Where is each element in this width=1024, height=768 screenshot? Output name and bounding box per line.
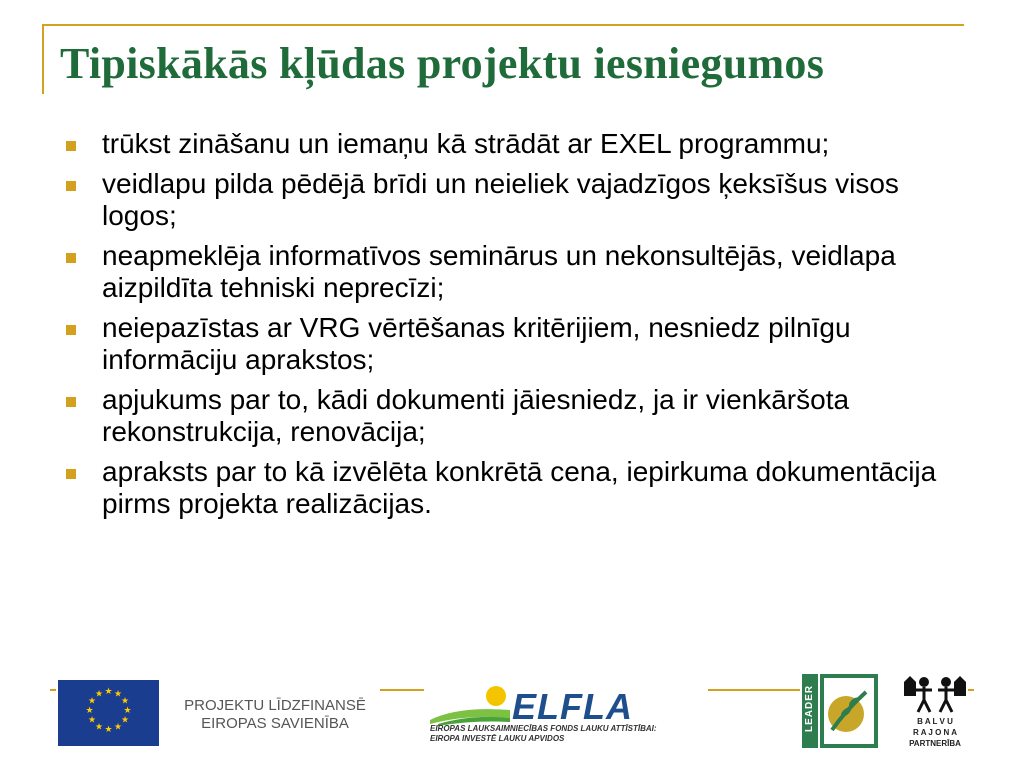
slide-frame-left-rule — [42, 24, 44, 94]
eu-flag-logo — [58, 680, 159, 746]
svg-text:★: ★ — [85, 706, 94, 716]
elfla-caption-line: EIROPAS LAUKSAIMNIECĪBAS FONDS LAUKU ATTĪSTĪBAI: — [430, 724, 657, 733]
square-bullet-icon — [66, 141, 76, 151]
footer-rule-middle — [380, 689, 424, 691]
balvu-caption — [900, 716, 970, 749]
elfla-logo — [428, 684, 706, 756]
svg-text:★: ★ — [104, 687, 113, 697]
square-bullet-icon — [66, 181, 76, 191]
svg-text:★: ★ — [94, 722, 104, 733]
svg-text:★: ★ — [120, 696, 130, 707]
bullet-item — [66, 128, 966, 160]
footer-rule-left — [50, 689, 56, 691]
square-bullet-icon — [66, 397, 76, 407]
svg-text:★: ★ — [87, 696, 97, 707]
svg-text:★: ★ — [113, 689, 123, 700]
slide-frame-top-rule — [42, 24, 964, 26]
bullet-item — [66, 168, 966, 232]
eu-cofinancing-caption — [170, 697, 380, 733]
bullet-text: trūkst zināšanu un iemaņu kā strādāt ar EXEL programmu; — [102, 128, 830, 159]
svg-text:★: ★ — [87, 715, 97, 726]
svg-text:★: ★ — [123, 706, 132, 716]
elfla-caption — [430, 724, 708, 744]
footer-rule-right — [708, 689, 800, 691]
bullet-item — [66, 312, 966, 376]
bullet-item — [66, 456, 966, 520]
bullet-text: veidlapu pilda pēdējā brīdi un neieliek vajadzīgos ķeksīšus visos logos; — [102, 168, 899, 231]
square-bullet-icon — [66, 469, 76, 479]
bullet-item — [66, 240, 966, 304]
eu-stars-icon — [58, 680, 159, 746]
bullet-list — [66, 128, 966, 528]
slide-title: Tipiskākās kļūdas projektu iesniegumos — [60, 39, 825, 88]
square-bullet-icon — [66, 325, 76, 335]
eu-caption-line: EIROPAS SAVIENĪBA — [201, 715, 349, 732]
leader-logo — [802, 674, 878, 748]
elfla-sun-field-icon — [428, 684, 512, 726]
balvu-figures-icon — [900, 676, 970, 716]
elfla-caption-line: EIROPA INVESTĒ LAUKU APVIDOS — [430, 734, 565, 743]
bullet-item — [66, 384, 966, 448]
elfla-wordmark: ELFLA — [512, 686, 633, 727]
bullet-text: neiepazīstas ar VRG vērtēšanas kritērijiem, nesniedz pilnīgu informāciju aprakstos; — [102, 312, 851, 375]
balvu-partnership-logo — [900, 676, 970, 748]
svg-text:★: ★ — [94, 689, 104, 700]
svg-text:★: ★ — [104, 725, 113, 735]
square-bullet-icon — [66, 253, 76, 263]
leader-wordmark: LEADER — [804, 684, 815, 732]
balvu-caption-line: B A L V U — [917, 717, 953, 726]
svg-text:★: ★ — [113, 722, 123, 733]
bullet-text: neapmeklēja informatīvos seminārus un nekonsultējās, veidlapa aizpildīta tehniski neprecīzi; — [102, 240, 896, 303]
eu-caption-line: PROJEKTU LĪDZFINANSĒ — [184, 697, 366, 714]
balvu-caption-line: R A J O N A — [912, 728, 957, 737]
bullet-text: apjukums par to, kādi dokumenti jāiesniedz, ja ir vienkāršota rekonstrukcija, renovācija; — [102, 384, 850, 447]
svg-text:★: ★ — [120, 715, 130, 726]
bullet-text: apraksts par to kā izvēlēta konkrētā cena, iepirkuma dokumentācija pirms projekta realizācijas. — [102, 456, 937, 519]
balvu-caption-line: PARTNERĪBA — [909, 739, 961, 748]
